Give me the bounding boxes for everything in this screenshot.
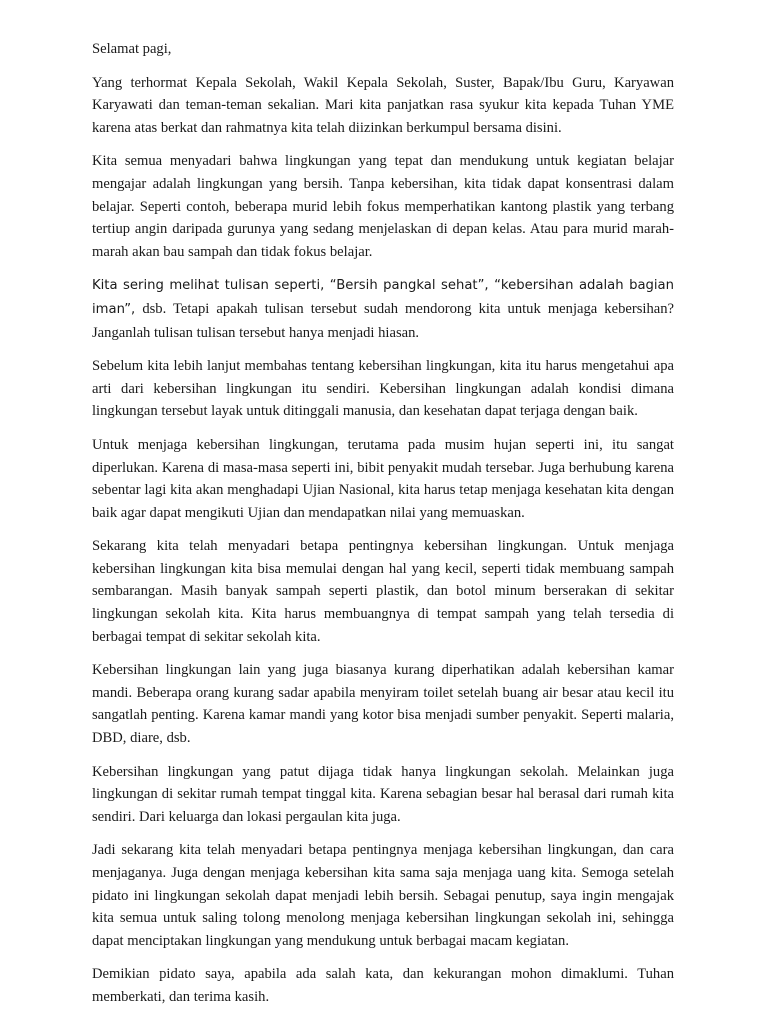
slogans-rest-text: dsb. Tetapi apakah tulisan tersebut sudah mendorong kita untuk menjaga kebersihan? Janganlah tulisan tulisan tersebut hanya menjadi hiasan. [92,300,674,341]
paragraph-slogans [92,274,674,344]
paragraph-home: Kebersihan lingkungan yang patut dijaga tidak hanya lingkungan sekolah. Melainkan juga lingkungan di sekitar rumah tempat tinggal kita. Karena sebagian besar hal berasal dari rumah kita sendiri. Dari keluarga dan lokasi pergaulan kita juga. [92,763,674,825]
slogans-lead-text: Kita sering melihat tulisan seperti, “Bersih pangkal sehat”, “kebersihan adalah bagian iman”, [92,278,674,317]
paragraph-clean-environment: Kita semua menyadari bahwa lingkungan yang tepat dan mendukung untuk kegiatan belajar mengajar adalah lingkungan yang bersih. Tanpa kebersihan, kita tidak dapat konsentrasi dalam belajar. Seperti contoh, beberapa murid lebih fokus memperhatikan kantong plastik yang terbang tertiup angin daripada gurunya yang sedang menjelaskan di depan kelas. Atau para murid marah-marah akan bau sampah dan tidak fokus belajar. [92,153,674,260]
greeting: Selamat pagi, [92,41,172,57]
paragraph-litter: Sekarang kita telah menyadari betapa pentingnya kebersihan lingkungan. Untuk menjaga kebersihan lingkungan kita bisa memulai dengan hal yang kecil, seperti tidak membuang sampah sembarangan. Masih banyak sampah seperti plastik, dan botol minum berserakan di sekitar lingkungan sekolah kita. Kita harus membuangnya di tempat sampah yang telah tersedia di berbagai tempat di sekitar sekolah kita. [92,538,674,645]
paragraph-rainy-season: Untuk menjaga kebersihan lingkungan, terutama pada musim hujan seperti ini, itu sangat diperlukan. Karena di masa-masa seperti ini, bibit penyakit mudah tersebar. Juga berhubung karena sebentar lagi kita akan menghadapi Ujian Nasional, kita harus tetap menjaga kesehatan kita dengan baik agar dapat mengikuti Ujian dan mendapatkan nilai yang memuaskan. [92,436,674,521]
paragraph-opening: Yang terhormat Kepala Sekolah, Wakil Kepala Sekolah, Suster, Bapak/Ibu Guru, Karyawan Karyawati dan teman-teman sekalian. Mari kita panjatkan rasa syukur kita kepada Tuhan YME karena atas berkat dan rahmatnya kita telah diizinkan berkumpul bersama disini. [92,74,674,136]
paragraph-definition: Sebelum kita lebih lanjut membahas tentang kebersihan lingkungan, kita itu harus mengetahui apa arti dari kebersihan lingkungan itu sendiri. Kebersihan lingkungan adalah kondisi dimana lingkungan tersebut layak untuk ditinggali manusia, dan kesehatan dapat terjaga dengan baik. [92,358,674,420]
paragraph-farewell: Demikian pidato saya, apabila ada salah kata, dan kekurangan mohon dimaklumi. Tuhan memberkati, dan terima kasih. [92,966,674,1005]
paragraph-closing: Jadi sekarang kita telah menyadari betapa pentingnya menjaga kebersihan lingkungan, dan cara menjaganya. Juga dengan menjaga kebersihan kita sama saja menjaga uang kita. Semoga setelah pidato ini lingkungan sekolah dapat menjadi lebih bersih. Sebagai penutup, saya ingin mengajak kita semua untuk saling tolong menolong menjaga kebersihan lingkungan sekolah ini, sehingga dapat menciptakan lingkungan yang mendukung untuk berbagai macam kegiatan. [92,842,674,949]
document-page [92,38,674,1020]
paragraph-bathroom: Kebersihan lingkungan lain yang juga biasanya kurang diperhatikan adalah kebersihan kamar mandi. Beberapa orang kurang sadar apabila menyiram toilet setelah buang air besar atau kecil itu sangatlah penting. Karena kamar mandi yang kotor bisa menjadi sumber penyakit. Seperti malaria, DBD, diare, dsb. [92,662,674,747]
